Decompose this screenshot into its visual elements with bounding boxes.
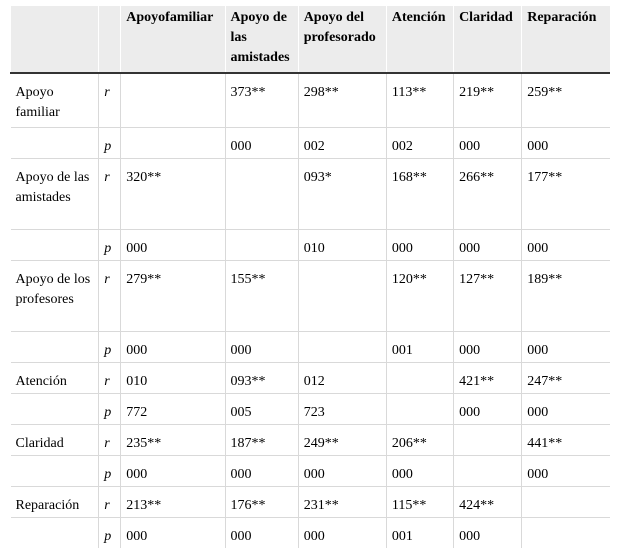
stat-symbol: p	[99, 127, 121, 158]
table-cell: 176**	[225, 486, 298, 517]
table-cell: 000	[386, 455, 453, 486]
table-cell: 000	[386, 229, 453, 260]
stat-symbol: p	[99, 331, 121, 362]
table-cell	[454, 455, 522, 486]
table-row	[11, 127, 611, 158]
header-atencion: Atención	[386, 6, 453, 73]
table-cell: 000	[225, 127, 298, 158]
table-row	[11, 517, 611, 548]
table-cell	[121, 73, 225, 127]
correlation-table	[10, 6, 610, 548]
row-label	[11, 331, 99, 362]
table-cell: 115**	[386, 486, 453, 517]
table-cell: 000	[522, 455, 610, 486]
table-cell: 373**	[225, 73, 298, 127]
table-cell	[121, 127, 225, 158]
table-cell: 000	[522, 331, 610, 362]
table-row	[11, 229, 611, 260]
table-cell: 000	[121, 229, 225, 260]
stat-symbol: p	[99, 393, 121, 424]
table-cell: 000	[298, 455, 386, 486]
table-cell	[225, 158, 298, 229]
table-cell: 177**	[522, 158, 610, 229]
table-cell: 000	[454, 331, 522, 362]
stat-symbol: r	[99, 362, 121, 393]
table-cell: 155**	[225, 260, 298, 331]
row-label: Apoyo de los profesores	[11, 260, 99, 331]
stat-symbol: r	[99, 486, 121, 517]
table-cell: 000	[522, 393, 610, 424]
table-row	[11, 393, 611, 424]
stat-symbol: r	[99, 158, 121, 229]
stat-symbol: p	[99, 455, 121, 486]
table-cell: 010	[298, 229, 386, 260]
table-row	[11, 260, 611, 331]
stat-symbol: r	[99, 424, 121, 455]
table-cell: 168**	[386, 158, 453, 229]
table-cell: 000	[121, 517, 225, 548]
table-cell: 000	[225, 517, 298, 548]
table-cell: 279**	[121, 260, 225, 331]
table-cell: 298**	[298, 73, 386, 127]
table-row	[11, 486, 611, 517]
table-cell: 002	[386, 127, 453, 158]
table-cell: 000	[298, 517, 386, 548]
row-label	[11, 393, 99, 424]
table-cell: 093**	[225, 362, 298, 393]
table-cell: 000	[121, 455, 225, 486]
table-cell: 189**	[522, 260, 610, 331]
table-cell: 249**	[298, 424, 386, 455]
row-label: Atención	[11, 362, 99, 393]
table-cell: 259**	[522, 73, 610, 127]
row-label: Reparación	[11, 486, 99, 517]
table-cell: 213**	[121, 486, 225, 517]
row-label	[11, 517, 99, 548]
header-cell	[11, 6, 99, 73]
table-cell: 010	[121, 362, 225, 393]
table-cell: 235**	[121, 424, 225, 455]
table-cell: 266**	[454, 158, 522, 229]
row-label: Apoyo familiar	[11, 73, 99, 127]
table-row	[11, 158, 611, 229]
table-cell: 219**	[454, 73, 522, 127]
row-label: Apoyo de las amistades	[11, 158, 99, 229]
header-apoyo-amistades: Apoyo de las amistades	[225, 6, 298, 73]
table-cell: 000	[454, 127, 522, 158]
table-cell: 002	[298, 127, 386, 158]
table-cell: 187**	[225, 424, 298, 455]
table-cell: 000	[225, 331, 298, 362]
table-cell: 772	[121, 393, 225, 424]
table-cell: 001	[386, 331, 453, 362]
table-cell: 000	[454, 393, 522, 424]
table-cell	[454, 424, 522, 455]
table-row	[11, 331, 611, 362]
table-cell: 000	[225, 455, 298, 486]
table-row	[11, 455, 611, 486]
table-cell: 424**	[454, 486, 522, 517]
table-cell: 206**	[386, 424, 453, 455]
header-apoyo-profesorado: Apoyo del profesorado	[298, 6, 386, 73]
table-cell: 231**	[298, 486, 386, 517]
table-cell: 113**	[386, 73, 453, 127]
header-claridad: Claridad	[454, 6, 522, 73]
row-label	[11, 229, 99, 260]
table-cell	[386, 362, 453, 393]
table-cell	[386, 393, 453, 424]
table-cell	[298, 260, 386, 331]
row-label: Claridad	[11, 424, 99, 455]
table-cell	[298, 331, 386, 362]
table-cell: 093*	[298, 158, 386, 229]
table-cell	[522, 517, 610, 548]
header-apoyo-familiar: Apoyofamiliar	[121, 6, 225, 73]
table-cell: 421**	[454, 362, 522, 393]
table-cell: 723	[298, 393, 386, 424]
table-cell: 320**	[121, 158, 225, 229]
table-row	[11, 424, 611, 455]
table-row	[11, 73, 611, 127]
table-cell: 120**	[386, 260, 453, 331]
header-cell	[99, 6, 121, 73]
table-cell	[522, 486, 610, 517]
table-cell: 441**	[522, 424, 610, 455]
table-cell: 000	[454, 229, 522, 260]
table-cell: 005	[225, 393, 298, 424]
table-cell: 000	[454, 517, 522, 548]
table-cell: 000	[522, 127, 610, 158]
table-row	[11, 362, 611, 393]
table-cell: 001	[386, 517, 453, 548]
table-cell: 000	[522, 229, 610, 260]
table-cell: 012	[298, 362, 386, 393]
table-cell	[225, 229, 298, 260]
row-label	[11, 127, 99, 158]
stat-symbol: p	[99, 229, 121, 260]
header-row	[11, 6, 611, 73]
table-cell: 247**	[522, 362, 610, 393]
stat-symbol: r	[99, 260, 121, 331]
table-cell: 127**	[454, 260, 522, 331]
table-cell: 000	[121, 331, 225, 362]
stat-symbol: r	[99, 73, 121, 127]
row-label	[11, 455, 99, 486]
header-reparacion: Reparación	[522, 6, 610, 73]
stat-symbol: p	[99, 517, 121, 548]
